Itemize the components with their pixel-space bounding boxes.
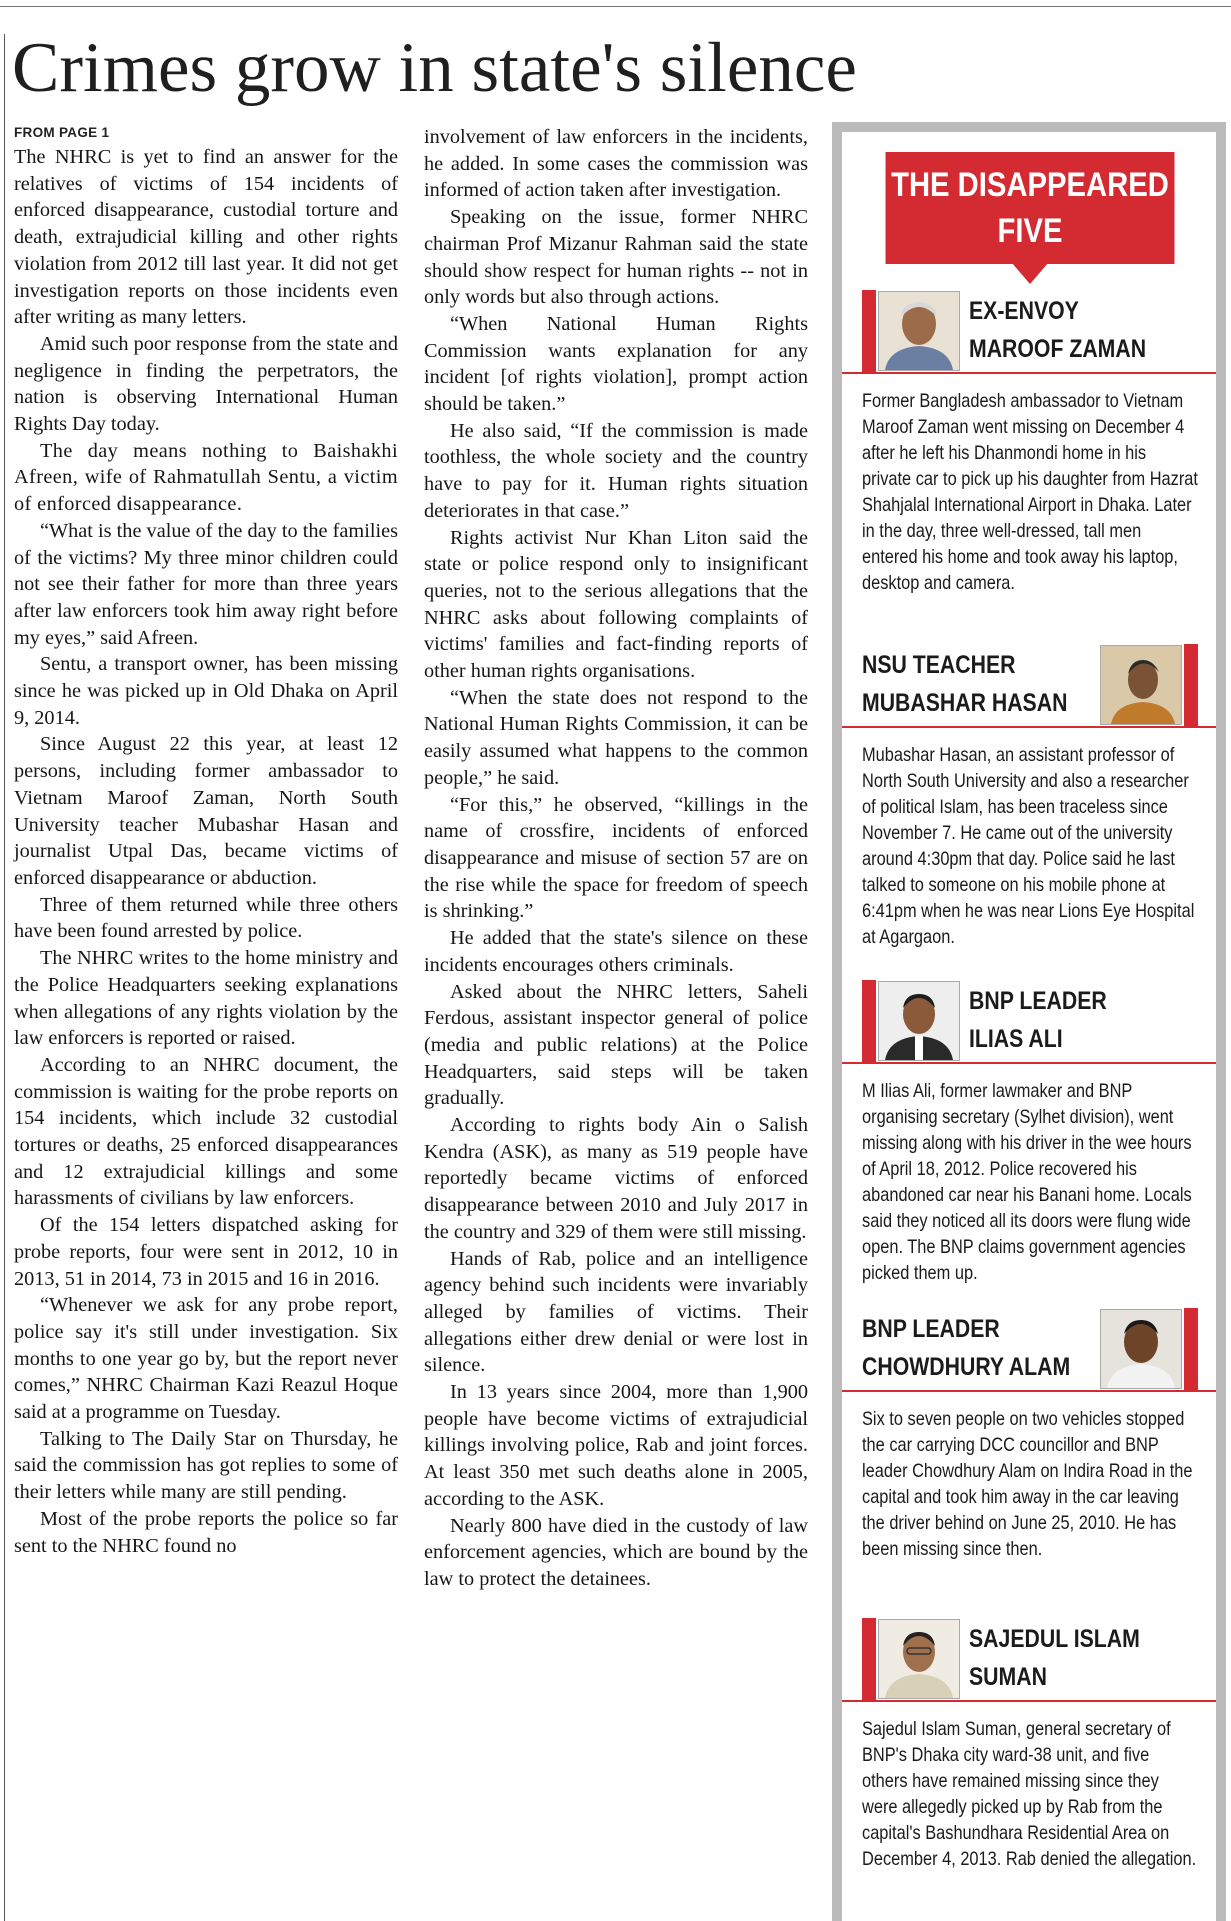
article-paragraph: Since August 22 this year, at least 12 persons, including former ambassador to Vietnam Maroof Zaman, North South University teacher Mubashar Hasan and journalist Utpal Das, became victims of enforced disappearance or abduction. (14, 733, 398, 889)
article-paragraph: “What is the value of the day to the families of the victims? My three minor children could not see their father for more than three years after law enforcers took him away right before my eyes,” said Afreen. (14, 519, 398, 649)
article-paragraph: He added that the state's silence on these incidents encourages others criminals. (424, 927, 808, 976)
profile-accent-bar (862, 290, 876, 372)
profile-name-line2: SUMAN (969, 1663, 1047, 1691)
article-paragraph: “When National Human Rights Commission wants explanation for any incident [of rights violation], prompt action should be taken.” (424, 312, 808, 416)
article-paragraph: Speaking on the issue, former NHRC chairman Prof Mizanur Rahman said the state should show respect for human rights -- not in only words but also through actions. (424, 206, 808, 309)
article-paragraph: “For this,” he observed, “killings in the name of crossfire, incidents of enforced disappearance and misuse of section 57 are on the rise while the space for freedom of speech is shrinking.” (424, 793, 808, 923)
profile-name-line1: NSU TEACHER (862, 651, 1016, 679)
profile-separator (842, 726, 1216, 728)
article-paragraph: Of the 154 letters dispatched asking for probe reports, four were sent in 2012, 10 in 2013, 51 in 2014, 73 in 2015 and 16 in 2016. (14, 1214, 398, 1290)
article-paragraph: Talking to The Daily Star on Thursday, he said the commission has got replies to some of their letters while many are still pending. (14, 1427, 398, 1504)
profile-name-line1: BNP LEADER (862, 1315, 1000, 1343)
profile-name-line2: MAROOF ZAMAN (969, 335, 1147, 363)
profile-separator (842, 1700, 1216, 1702)
profile-name-line1: EX-ENVOY (969, 297, 1079, 325)
article-paragraph: “Whenever we ask for any probe report, police say it's still under investigation. Six months to one year go by, but the report never comes,” NHRC Chairman Kazi Reazul Hoque said at a programme on Tuesday. (14, 1294, 398, 1424)
banner-title-line2: FIVE (997, 212, 1063, 250)
article-paragraph: He also said, “If the commission is made toothless, the whole society and the country have to pay for it. Human rights situation deteriorates in that case.” (424, 419, 808, 522)
profile-description: Mubashar Hasan, an assistant professor of North South University and also a researcher of political Islam, has been traceless since November 7. He came out of the university around 4:30pm that day. Police said he last talked to someone on his mobile phone at 6:41pm when he was near Lions Eye Hospital at Agargaon. (862, 744, 1195, 948)
profile-name-line1: BNP LEADER (969, 987, 1107, 1015)
article-paragraph: Most of the probe reports the police so far sent to the NHRC found no (14, 1507, 398, 1557)
portrait-photo-icon (1100, 1309, 1182, 1389)
profile-description: Six to seven people on two vehicles stopped the car carrying DCC councillor and BNP leader Chowdhury Alam on Indira Road in the capital and took him away in the car leaving the driver behind on June 25, 2010. He has been missing since then. (862, 1408, 1193, 1560)
banner-title-line1: THE DISAPPEARED (891, 166, 1169, 204)
profile-separator (842, 372, 1216, 374)
portrait-photo-icon (878, 981, 960, 1061)
profile-name-line2: MUBASHAR HASAN (862, 689, 1068, 717)
article-paragraph: Rights activist Nur Khan Liton said the state or police respond only to insignificant queries, not to the serious allegations that the NHRC asks about following complaints of victims' families and fact-finding reports of other human rights organisations. (424, 526, 808, 683)
profile-description: Former Bangladesh ambassador to Vietnam Maroof Zaman went missing on December 4 after he left his Dhanmondi home in his private car to pick up his daughter from Hazrat Shahjalal International Airport in Dhaka. Later in the day, three well-dressed, tall men entered his home and took away his laptop, desktop and camera. (862, 390, 1198, 594)
profile-accent-bar (1184, 644, 1198, 726)
article-paragraph: “When the state does not respond to the National Human Rights Commission, it can be easily assumed what happens to the common people,” he said. (424, 686, 808, 789)
sidebar-banner (886, 152, 1175, 264)
disappeared-sidebar (832, 122, 1226, 1921)
profile-accent-bar (1184, 1308, 1198, 1390)
article-paragraph: In 13 years since 2004, more than 1,900 people have become victims of extrajudicial killings involving police, Rab and joint forces. At least 350 met such deaths alone in 2005, according to the ASK. (424, 1381, 808, 1510)
article-column-1 (14, 124, 398, 1559)
article-paragraph: Three of them returned while three others have been found arrested by police. (14, 893, 398, 943)
article-paragraph: Nearly 800 have died in the custody of law enforcement agencies, which are bound by the law to protect the detainees. (424, 1514, 808, 1590)
left-rule (4, 34, 5, 1921)
headline: Crimes grow in state's silence (12, 29, 857, 107)
portrait-photo-icon (878, 1619, 960, 1699)
profile-name-line2: CHOWDHURY ALAM (862, 1353, 1071, 1381)
profile-accent-bar (862, 1618, 876, 1700)
portrait-photo-icon (1100, 645, 1182, 725)
dateline: FROM PAGE 1 (14, 125, 110, 140)
profile-name-line1: SAJEDUL ISLAM (969, 1625, 1140, 1653)
profile-separator (842, 1390, 1216, 1392)
article-paragraph: The NHRC is yet to find an answer for the relatives of victims of 154 incidents of enforced disappearance, custodial torture and death, extrajudicial killing and other rights violation from 2012 till last year. It did not get investigation reports on those incidents even after writing as many letters. (14, 146, 398, 329)
profile-description: Sajedul Islam Suman, general secretary of BNP's Dhaka city ward-38 unit, and five others have remained missing since they were allegedly picked up by Rab from the capital's Bashundhara Residential Area on December 4, 2013. Rab denied the allegation. (862, 1718, 1197, 1870)
top-rule (0, 6, 1231, 7)
article-paragraph: Hands of Rab, police and an intelligence agency behind such incidents were invariably alleged by families of victims. Their allegations either drew denial or were lost in silence. (424, 1247, 808, 1377)
article-paragraph: Asked about the NHRC letters, Saheli Ferdous, assistant inspector general of police (media and public relations) at the Police Headquarters, said steps will be taken gradually. (424, 980, 808, 1110)
article-paragraph: involvement of law enforcers in the incidents, he added. In some cases the commission was informed of action taken after investigation. (424, 126, 808, 202)
banner-notch (1013, 264, 1047, 284)
article-column-2 (424, 124, 808, 1593)
profile-separator (842, 1062, 1216, 1064)
article-paragraph: The day means nothing to Baishakhi Afreen, wife of Rahmatullah Sentu, a victim of enforced disappearance. (14, 439, 398, 516)
article-paragraph: According to rights body Ain o Salish Kendra (ASK), as many as 519 people have reportedly became victims of enforced disappearance between 2010 and July 2017 in the country and 329 of them were still missing. (424, 1114, 808, 1243)
article-paragraph: Sentu, a transport owner, has been missing since he was picked up in Old Dhaka on April 9, 2014. (14, 653, 398, 729)
portrait-photo-icon (878, 291, 960, 371)
article-paragraph: The NHRC writes to the home ministry and the Police Headquarters seeking explanations when allegations of any rights violation by the law enforcers is reported or raised. (14, 947, 398, 1050)
article-paragraph: According to an NHRC document, the commission is waiting for the probe reports on 154 incidents, which include 32 custodial tortures or deaths, 25 enforced disappearances and 12 extrajudicial killings and some harassments of civilians by law enforcers. (14, 1053, 398, 1210)
profile-description: M Ilias Ali, former lawmaker and BNP organising secretary (Sylhet division), went missing along with his driver in the wee hours of April 18, 2012. Police recovered his abandoned car near his Banani home. Locals said they noticed all its doors were flung wide open. The BNP claims government agencies picked them up. (862, 1080, 1192, 1284)
profile-name-line2: ILIAS ALI (969, 1025, 1063, 1053)
profile-accent-bar (862, 980, 876, 1062)
article-paragraph: Amid such poor response from the state and negligence in finding the perpetrators, the nation is observing International Human Rights Day today. (14, 332, 398, 436)
